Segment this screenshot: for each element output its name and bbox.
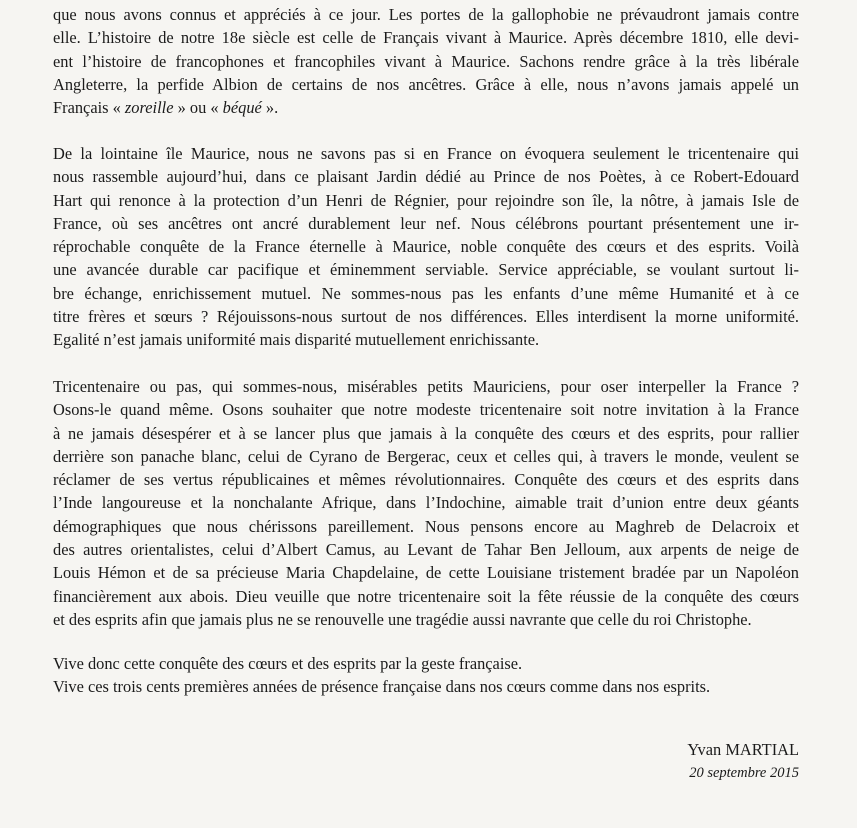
signature-block [687,738,799,784]
text-line: nous rassemble aujourd’hui, dans ce plaisant Jardin dédié au Prince de nos Poètes, à ce Robert-Edouard [53,167,799,187]
text-line: réprochable conquête de la France éternelle à Maurice, noble conquête des cœurs et des esprits. Voilà [53,237,799,257]
paragraph-1 [53,3,799,119]
text-line: et des esprits afin que jamais plus ne se renouvelle une tragédie aussi navrante que celle du roi Christophe. [53,609,752,629]
italic-word-zoreille: zoreille [124,98,174,118]
text-line: ent l’histoire de francophones et francophiles vivant à Maurice. Sachons rendre grâce à la très libérale [53,51,799,71]
text-line: que nous avons connus et appréciés à ce jour. Les portes de la gallophobie ne prévaudront jamais contre [53,5,799,24]
text-line: De la lointaine île Maurice, nous ne savons pas si en France on évoquera seulement le tricentenaire qui [53,144,799,163]
signature-date: 20 septembre 2015 [689,765,799,781]
paragraph-4 [53,652,799,699]
text-line: démographiques que nous chérissons pareillement. Nous pensons encore au Maghreb de Delacroix et [53,516,799,536]
text-run: ». [261,98,279,118]
text-line: France, où ses ancêtres ont ancré durablement leur nef. Nous célébrons pourtant présentement une ir- [53,213,799,233]
text-line: titre frères et sœurs ? Réjouissons-nous surtout de nos différences. Elles interdisent la morne uniformité. [53,307,799,327]
text-run: Français « [53,98,125,118]
text-line: l’Inde langoureuse et la nonchalante Afrique, dans l’Indochine, aimable trait d’union entre deux géants [53,493,799,513]
paragraph-3 [53,375,799,631]
text-line: Louis Hémon et de sa précieuse Maria Chapdelaine, de cette Louisiane tristement bradée par un Napoléon [53,563,799,583]
text-line: derrière son panache blanc, celui de Cyrano de Bergerac, ceux et celles qui, à travers le monde, veulent se [53,446,799,466]
text-line: financièrement aux abois. Dieu veuille que notre tricentenaire soit la fête réussie de la conquête des cœurs [53,586,799,606]
text-line: Osons-le quand même. Osons souhaiter que notre modeste tricentenaire soit notre invitation à la France [53,400,799,420]
text-line: une avancée durable car pacifique et éminemment serviable. Service appréciable, se voulant surtout li- [53,260,799,280]
text-line [53,96,799,119]
text-run: » ou « [173,98,223,118]
text-line: Vive donc cette conquête des cœurs et des esprits par la geste française. [53,654,523,673]
text-line: Tricentenaire ou pas, qui sommes-nous, misérables petits Mauriciens, pour oser interpeller la France ? [53,377,799,396]
text-line: Vive ces trois cents premières années de présence française dans nos cœurs comme dans nos esprits. [53,677,711,697]
text-line: Egalité n’est jamais uniformité mais disparité mutuellement enrichissante. [53,330,540,350]
text-line: des autres orientalistes, celui d’Albert Camus, au Levant de Tahar Ben Jelloum, aux arpents de neige de [53,540,799,560]
text-line: réclamer de ses vertus républicaines et mêmes révolutionnaires. Conquête des cœurs et des esprits dans [53,470,799,490]
text-line: à ne jamais désespérer et à se lancer plus que jamais à la conquête des cœurs et des esprits, pour rallier [53,423,799,443]
text-line: Hart qui renonce à la protection d’un Henri de Régnier, pour rejoindre son île, la nôtre, à jamais Isle de [53,190,799,210]
text-line: bre échange, enrichissement mutuel. Ne sommes-nous pas les enfants d’une même Humanité et à ce [53,283,799,303]
text-line: Angleterre, la perfide Albion de certains de nos ancêtres. Grâce à elle, nous n’avons jamais appelé un [53,74,799,94]
text-line: elle. L’histoire de notre 18e siècle est celle de Français vivant à Maurice. Après décembre 1810, elle devi- [53,28,799,48]
author-name: Yvan MARTIAL [687,740,799,759]
italic-word-beque: béqué [222,98,262,118]
paragraph-2 [53,142,799,352]
